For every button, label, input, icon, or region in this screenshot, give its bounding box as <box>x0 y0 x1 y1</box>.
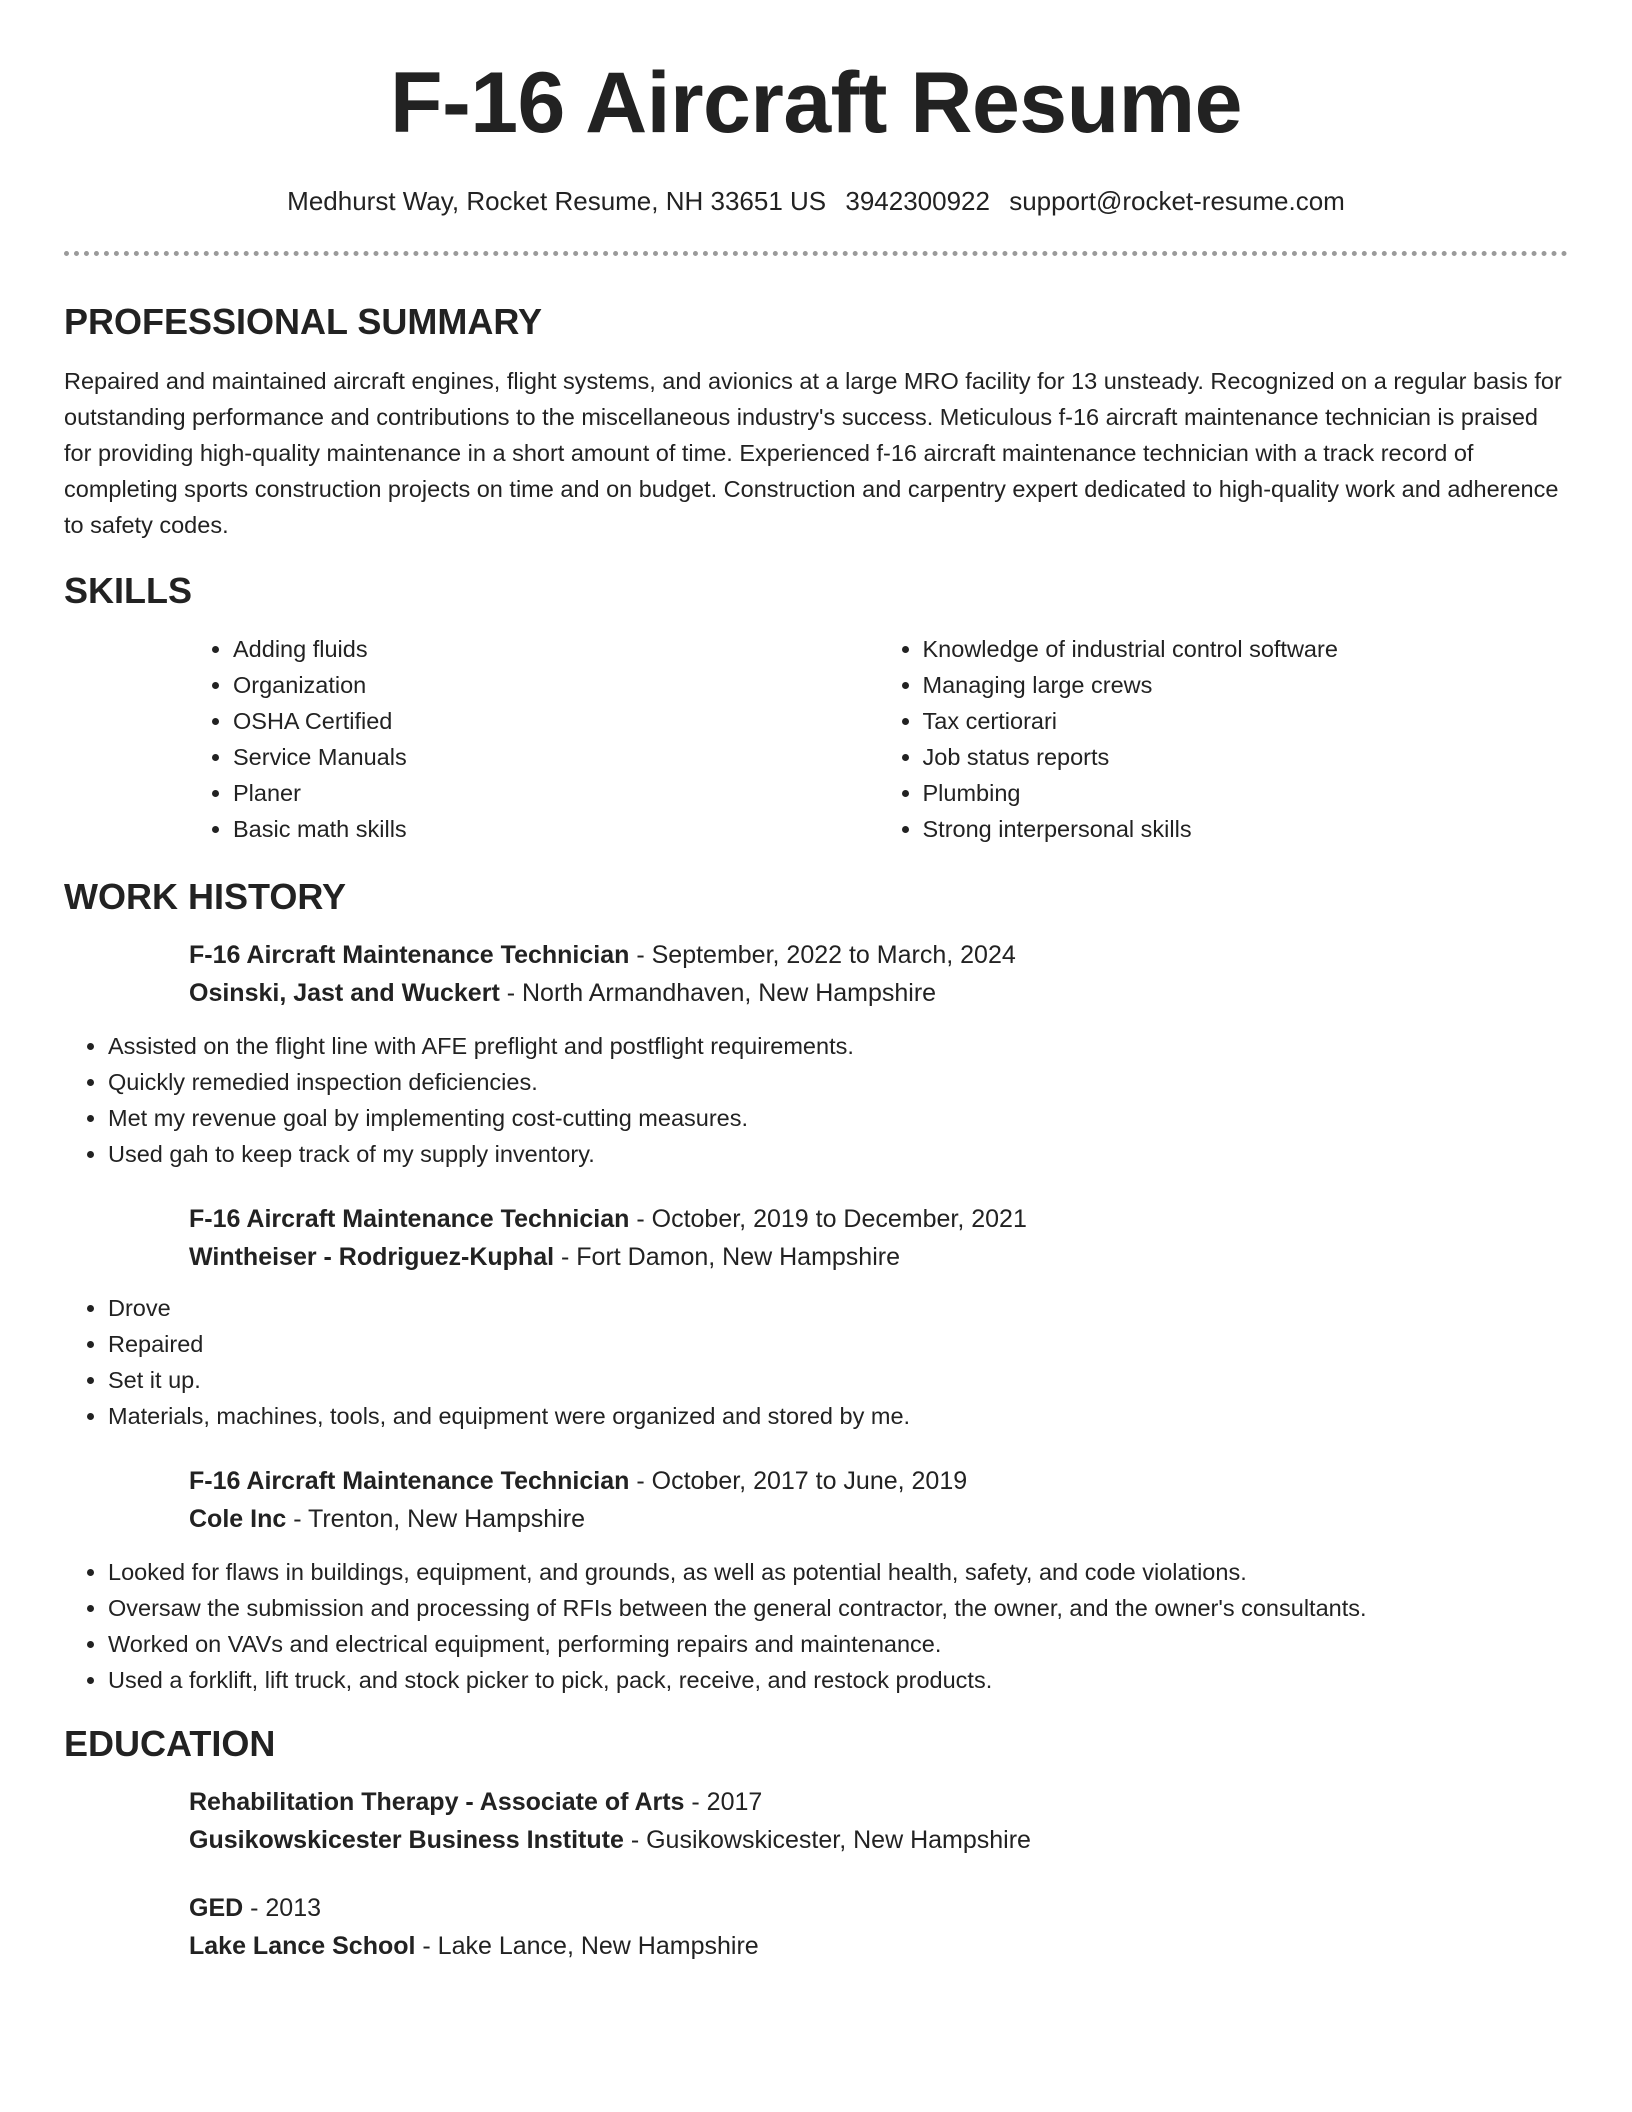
education-school-line <box>189 1927 1568 1965</box>
job-location: - North Armandhaven, New Hampshire <box>499 978 937 1007</box>
job-bullet: • Met my revenue goal by implementing cost-cutting measures. <box>108 1100 1568 1136</box>
job-bullet: • Used a forklift, lift truck, and stock picker to pick, pack, receive, and restock products. <box>108 1662 1568 1698</box>
education-heading: EDUCATION <box>64 1722 276 1764</box>
skill-item: • Organization <box>233 667 879 703</box>
job-company: Cole Inc <box>189 1504 287 1533</box>
education-degree: Rehabilitation Therapy - Associate of Arts <box>189 1787 685 1816</box>
education-school: Gusikowskicester Business Institute <box>189 1825 624 1854</box>
education-location: - Lake Lance, New Hampshire <box>415 1931 759 1960</box>
header-divider <box>64 251 1568 256</box>
education-location: - Gusikowskicester, New Hampshire <box>623 1825 1031 1854</box>
job-location: - Trenton, New Hampshire <box>286 1504 585 1533</box>
job-entry <box>189 936 1568 1012</box>
education-degree-line <box>189 1783 1568 1821</box>
skill-item: • Strong interpersonal skills <box>923 811 1569 847</box>
summary-heading: PROFESSIONAL SUMMARY <box>64 301 543 343</box>
job-role: F-16 Aircraft Maintenance Technician <box>189 1204 630 1233</box>
job-title-line <box>189 1462 1568 1500</box>
job-dates: - September, 2022 to March, 2024 <box>629 940 1016 969</box>
job-bullet: • Worked on VAVs and electrical equipment, performing repairs and maintenance. <box>108 1626 1568 1662</box>
skill-item: • OSHA Certified <box>233 703 879 739</box>
job-bullet: • Set it up. <box>108 1362 1568 1398</box>
job-role: F-16 Aircraft Maintenance Technician <box>189 1466 630 1495</box>
job-dates: - October, 2017 to June, 2019 <box>629 1466 968 1495</box>
summary-text: Repaired and maintained aircraft engines, flight systems, and avionics at a large MRO facility for 13 unsteady. Recognized on a regular basis for outstanding performance and contributions to the miscellaneous industry's success. Meticulous f-16 aircraft maintenance technician is praised for providing high-quality maintenance in a short amount of time. Experienced f-16 aircraft maintenance technician with a track record of completing sports construction projects on time and on budget. Construction and carpentry expert dedicated to high-quality work and adherence to safety codes. <box>64 368 1562 539</box>
job-company-line <box>189 974 1568 1012</box>
skills-grid <box>189 631 1568 847</box>
education-year: - 2017 <box>684 1787 763 1816</box>
job-bullet: • Oversaw the submission and processing of RFIs between the general contractor, the owner, and the owner's consultants. <box>108 1590 1568 1626</box>
contact-phone: 3942300922 <box>845 186 990 216</box>
job-bullet: • Used gah to keep track of my supply inventory. <box>108 1136 1568 1172</box>
job-entry <box>189 1462 1568 1538</box>
skill-item: • Managing large crews <box>923 667 1569 703</box>
skill-item: • Planer <box>233 775 879 811</box>
skill-item: • Adding fluids <box>233 631 879 667</box>
job-bullet: • Looked for flaws in buildings, equipment, and grounds, as well as potential health, safety, and code violations. <box>108 1554 1568 1590</box>
skill-item: • Tax certiorari <box>923 703 1569 739</box>
resume-name: F-16 Aircraft Resume <box>390 55 1242 151</box>
job-bullets <box>64 1290 1568 1434</box>
job-title-line <box>189 1200 1568 1238</box>
education-degree: GED <box>189 1893 244 1922</box>
contact-email: support@rocket-resume.com <box>1009 186 1345 216</box>
contact-line <box>64 186 1568 217</box>
job-bullet: • Drove <box>108 1290 1568 1326</box>
education-entry <box>189 1783 1568 1859</box>
job-bullet: • Materials, machines, tools, and equipment were organized and stored by me. <box>108 1398 1568 1434</box>
job-role: F-16 Aircraft Maintenance Technician <box>189 940 630 969</box>
education-school: Lake Lance School <box>189 1931 416 1960</box>
skill-item: • Knowledge of industrial control software <box>923 631 1569 667</box>
skill-item: • Job status reports <box>923 739 1569 775</box>
skill-item: • Service Manuals <box>233 739 879 775</box>
education-entry <box>189 1889 1568 1965</box>
education-school-line <box>189 1821 1568 1859</box>
job-bullets <box>64 1028 1568 1172</box>
job-title-line <box>189 936 1568 974</box>
skills-heading: SKILLS <box>64 570 193 612</box>
job-company-line <box>189 1500 1568 1538</box>
job-entry <box>189 1200 1568 1276</box>
skills-list-right <box>879 631 1569 847</box>
job-bullet: • Repaired <box>108 1326 1568 1362</box>
skill-item: • Basic math skills <box>233 811 879 847</box>
contact-address: Medhurst Way, Rocket Resume, NH 33651 US <box>287 186 827 216</box>
skills-list-left <box>189 631 879 847</box>
job-company-line <box>189 1238 1568 1276</box>
skill-item: • Plumbing <box>923 775 1569 811</box>
job-dates: - October, 2019 to December, 2021 <box>629 1204 1027 1233</box>
job-bullet: • Assisted on the flight line with AFE preflight and postflight requirements. <box>108 1028 1568 1064</box>
job-location: - Fort Damon, New Hampshire <box>554 1242 900 1271</box>
job-bullets <box>64 1554 1568 1698</box>
education-year: - 2013 <box>243 1893 322 1922</box>
work-heading: WORK HISTORY <box>64 875 347 917</box>
job-company: Wintheiser - Rodriguez-Kuphal <box>189 1242 555 1271</box>
education-degree-line <box>189 1889 1568 1927</box>
job-bullet: • Quickly remedied inspection deficiencies. <box>108 1064 1568 1100</box>
job-company: Osinski, Jast and Wuckert <box>189 978 500 1007</box>
